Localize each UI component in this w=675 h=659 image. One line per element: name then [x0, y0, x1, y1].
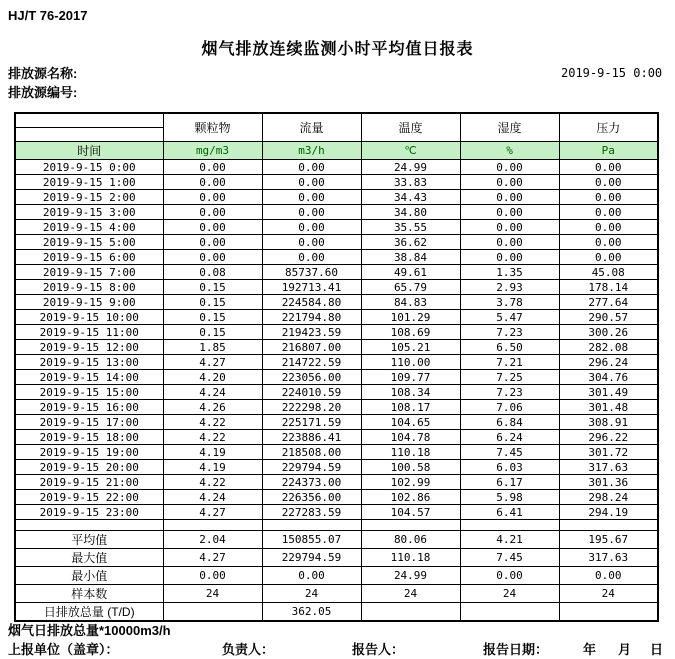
table-cell: 104.78	[361, 430, 460, 445]
table-cell: 308.91	[559, 415, 658, 430]
table-row	[15, 310, 658, 325]
table-cell: 224373.00	[262, 475, 361, 490]
table-row	[15, 355, 658, 370]
table-cell: 6.41	[460, 505, 559, 520]
table-row	[15, 505, 658, 520]
table-cell: 0.00	[460, 250, 559, 265]
table-cell: 105.21	[361, 340, 460, 355]
table-cell: 80.06	[361, 531, 460, 549]
table-cell: 2.04	[163, 531, 262, 549]
table-row	[15, 475, 658, 490]
table-cell: 0.00	[262, 220, 361, 235]
table-cell: 110.18	[361, 549, 460, 567]
table-cell	[460, 520, 559, 531]
table-cell: 229794.59	[262, 549, 361, 567]
table-cell: 35.55	[361, 220, 460, 235]
table-cell	[361, 520, 460, 531]
table-cell: 0.00	[163, 567, 262, 585]
table-cell: 2019-9-15 12:00	[15, 340, 163, 355]
table-cell: 24	[163, 585, 262, 603]
table-cell: 219423.59	[262, 325, 361, 340]
table-row	[15, 220, 658, 235]
table-cell: 0.15	[163, 280, 262, 295]
table-cell: 108.17	[361, 400, 460, 415]
column-header-particulate: 颗粒物	[163, 113, 262, 142]
table-cell	[361, 603, 460, 622]
table-cell: 301.72	[559, 445, 658, 460]
table-cell: 0.00	[163, 220, 262, 235]
table-cell: 49.61	[361, 265, 460, 280]
table-cell: 108.69	[361, 325, 460, 340]
table-cell	[163, 603, 262, 622]
time-column-header: 时间	[15, 142, 163, 160]
table-cell: 290.57	[559, 310, 658, 325]
table-cell: 7.45	[460, 549, 559, 567]
table-cell: 6.17	[460, 475, 559, 490]
table-cell: 0.00	[460, 205, 559, 220]
table-cell: 218508.00	[262, 445, 361, 460]
table-cell: 300.26	[559, 325, 658, 340]
table-cell: 0.00	[559, 175, 658, 190]
table-cell: 0.00	[262, 190, 361, 205]
table-cell: 277.64	[559, 295, 658, 310]
table-row	[15, 385, 658, 400]
table-cell: 0.00	[559, 160, 658, 175]
table-cell: 104.65	[361, 415, 460, 430]
table-cell: 2019-9-15 6:00	[15, 250, 163, 265]
table-cell: 2019-9-15 11:00	[15, 325, 163, 340]
table-row	[15, 490, 658, 505]
table-cell: 0.15	[163, 310, 262, 325]
table-cell: 224584.80	[262, 295, 361, 310]
table-cell: 34.80	[361, 205, 460, 220]
table-cell: 2019-9-15 14:00	[15, 370, 163, 385]
report-date-label: 报告日期：	[483, 642, 549, 657]
table-row	[15, 531, 658, 549]
table-cell: 224010.59	[262, 385, 361, 400]
table-cell: 最小值	[15, 567, 163, 585]
unit-flow: m3/h	[262, 142, 361, 160]
table-cell: 4.24	[163, 385, 262, 400]
blank-corner-cell-bottom	[15, 128, 163, 142]
summary-rows-body	[15, 531, 658, 622]
table-cell: 24	[460, 585, 559, 603]
source-name-label: 排放源名称:	[8, 66, 78, 81]
unit-pressure: Pa	[559, 142, 658, 160]
table-row	[15, 549, 658, 567]
table-cell	[163, 520, 262, 531]
table-cell: 0.00	[163, 190, 262, 205]
table-row	[15, 430, 658, 445]
table-cell: 4.21	[460, 531, 559, 549]
table-cell: 4.27	[163, 505, 262, 520]
table-cell: 4.27	[163, 355, 262, 370]
table-cell: 2019-9-15 16:00	[15, 400, 163, 415]
unit-temperature: ℃	[361, 142, 460, 160]
table-cell: 2019-9-15 1:00	[15, 175, 163, 190]
table-cell: 0.00	[163, 235, 262, 250]
column-header-flow: 流量	[262, 113, 361, 142]
table-row	[15, 190, 658, 205]
table-cell: 2019-9-15 15:00	[15, 385, 163, 400]
blank-corner-cell-top	[15, 113, 163, 128]
source-code-label: 排放源编号:	[8, 85, 78, 100]
table-cell: 0.00	[559, 235, 658, 250]
table-cell: 3.78	[460, 295, 559, 310]
unit-humidity: %	[460, 142, 559, 160]
monitoring-table	[14, 112, 659, 622]
table-cell: 5.98	[460, 490, 559, 505]
table-cell: 296.22	[559, 430, 658, 445]
table-cell: 6.03	[460, 460, 559, 475]
table-cell: 0.15	[163, 295, 262, 310]
table-cell: 178.14	[559, 280, 658, 295]
table-cell: 2019-9-15 8:00	[15, 280, 163, 295]
table-row	[15, 460, 658, 475]
table-cell: 362.05	[262, 603, 361, 622]
table-cell: 0.00	[559, 220, 658, 235]
table-row	[15, 160, 658, 175]
table-cell: 2019-9-15 2:00	[15, 190, 163, 205]
column-header-humidity: 湿度	[460, 113, 559, 142]
table-cell: 0.00	[460, 567, 559, 585]
table-row	[15, 295, 658, 310]
table-cell: 0.00	[460, 190, 559, 205]
table-row	[15, 325, 658, 340]
table-cell: 108.34	[361, 385, 460, 400]
table-cell: 2019-9-15 17:00	[15, 415, 163, 430]
table-row	[15, 340, 658, 355]
table-cell: 日排放总量 (T/D)	[15, 603, 163, 622]
table-cell: 0.00	[262, 235, 361, 250]
table-cell: 227283.59	[262, 505, 361, 520]
table-cell: 294.19	[559, 505, 658, 520]
column-header-temperature: 温度	[361, 113, 460, 142]
table-cell: 4.19	[163, 460, 262, 475]
table-row	[15, 445, 658, 460]
table-row	[15, 585, 658, 603]
table-cell: 109.77	[361, 370, 460, 385]
table-cell: 4.19	[163, 445, 262, 460]
unit-particulate: mg/m3	[163, 142, 262, 160]
table-cell: 2019-9-15 20:00	[15, 460, 163, 475]
table-cell: 192713.41	[262, 280, 361, 295]
table-row	[15, 603, 658, 622]
table-cell: 296.24	[559, 355, 658, 370]
table-cell: 36.62	[361, 235, 460, 250]
table-cell	[15, 520, 163, 531]
table-row	[15, 415, 658, 430]
table-cell: 0.00	[460, 220, 559, 235]
table-cell: 304.76	[559, 370, 658, 385]
table-cell: 24.99	[361, 160, 460, 175]
table-cell: 0.00	[559, 190, 658, 205]
table-cell: 2019-9-15 0:00	[15, 160, 163, 175]
table-cell: 7.45	[460, 445, 559, 460]
column-header-pressure: 压力	[559, 113, 658, 142]
table-cell: 34.43	[361, 190, 460, 205]
table-cell: 110.18	[361, 445, 460, 460]
table-cell: 226356.00	[262, 490, 361, 505]
table-cell: 2019-9-15 10:00	[15, 310, 163, 325]
table-cell: 0.15	[163, 325, 262, 340]
page-title: 烟气排放连续监测小时平均值日报表	[201, 41, 474, 58]
table-cell: 平均值	[15, 531, 163, 549]
table-cell: 样本数	[15, 585, 163, 603]
table-row	[15, 250, 658, 265]
table-cell: 85737.60	[262, 265, 361, 280]
table-cell: 5.47	[460, 310, 559, 325]
table-cell: 301.48	[559, 400, 658, 415]
table-cell: 7.25	[460, 370, 559, 385]
table-cell: 2019-9-15 23:00	[15, 505, 163, 520]
table-cell: 2019-9-15 18:00	[15, 430, 163, 445]
table-cell: 110.00	[361, 355, 460, 370]
table-cell: 104.57	[361, 505, 460, 520]
table-cell: 6.24	[460, 430, 559, 445]
table-header	[15, 113, 658, 160]
standard-code: HJ/T 76-2017	[8, 8, 88, 23]
table-cell: 4.22	[163, 475, 262, 490]
table-cell: 0.00	[262, 250, 361, 265]
table-row	[15, 235, 658, 250]
table-cell: 2019-9-15 4:00	[15, 220, 163, 235]
table-cell: 301.36	[559, 475, 658, 490]
table-cell: 0.08	[163, 265, 262, 280]
table-cell	[559, 520, 658, 531]
table-cell: 7.23	[460, 385, 559, 400]
table-cell: 6.84	[460, 415, 559, 430]
table-cell: 4.22	[163, 430, 262, 445]
report-datetime: 2019-9-15 0:00	[561, 66, 663, 80]
table-cell: 301.49	[559, 385, 658, 400]
table-cell: 102.86	[361, 490, 460, 505]
table-cell: 1.35	[460, 265, 559, 280]
table-cell: 317.63	[559, 549, 658, 567]
table-cell: 4.26	[163, 400, 262, 415]
table-cell: 4.27	[163, 549, 262, 567]
table-cell: 102.99	[361, 475, 460, 490]
hour-rows-body	[15, 160, 658, 520]
table-cell: 2.93	[460, 280, 559, 295]
table-cell: 0.00	[559, 250, 658, 265]
table-cell: 2019-9-15 19:00	[15, 445, 163, 460]
table-row	[15, 280, 658, 295]
table-cell: 7.23	[460, 325, 559, 340]
table-cell: 0.00	[262, 567, 361, 585]
table-cell: 195.67	[559, 531, 658, 549]
table-cell: 0.00	[163, 250, 262, 265]
table-cell: 4.24	[163, 490, 262, 505]
table-cell: 2019-9-15 5:00	[15, 235, 163, 250]
spacer-row	[15, 520, 658, 531]
table-cell: 45.08	[559, 265, 658, 280]
table-cell: 0.00	[163, 160, 262, 175]
table-cell: 6.50	[460, 340, 559, 355]
table-row	[15, 370, 658, 385]
table-cell: 2019-9-15 7:00	[15, 265, 163, 280]
spacer-body	[15, 520, 658, 531]
table-cell: 216807.00	[262, 340, 361, 355]
table-cell: 7.21	[460, 355, 559, 370]
table-cell: 2019-9-15 3:00	[15, 205, 163, 220]
year-label: 年	[583, 642, 597, 657]
table-cell: 100.58	[361, 460, 460, 475]
table-cell: 2019-9-15 13:00	[15, 355, 163, 370]
table-cell: 33.83	[361, 175, 460, 190]
table-row	[15, 175, 658, 190]
units-row	[15, 142, 658, 160]
table-cell: 229794.59	[262, 460, 361, 475]
table-cell: 最大值	[15, 549, 163, 567]
table-cell: 0.00	[262, 160, 361, 175]
table-cell: 24	[559, 585, 658, 603]
table-cell: 221794.80	[262, 310, 361, 325]
table-cell: 0.00	[262, 175, 361, 190]
table-cell: 84.83	[361, 295, 460, 310]
table-cell: 0.00	[559, 567, 658, 585]
table-cell	[262, 520, 361, 531]
report-unit-label: 上报单位（盖章）：	[8, 642, 119, 657]
table-cell: 7.06	[460, 400, 559, 415]
responsible-person-label: 负责人：	[222, 642, 275, 657]
table-row	[15, 567, 658, 585]
table-cell	[460, 603, 559, 622]
table-cell: 225171.59	[262, 415, 361, 430]
table-cell: 0.00	[163, 205, 262, 220]
table-cell: 0.00	[559, 205, 658, 220]
table-cell: 2019-9-15 22:00	[15, 490, 163, 505]
table-cell: 4.20	[163, 370, 262, 385]
table-cell: 0.00	[163, 175, 262, 190]
table-cell: 101.29	[361, 310, 460, 325]
table-cell: 214722.59	[262, 355, 361, 370]
table-cell: 0.00	[262, 205, 361, 220]
table-cell: 0.00	[460, 175, 559, 190]
table-cell: 223056.00	[262, 370, 361, 385]
table-cell: 222298.20	[262, 400, 361, 415]
reporter-label: 报告人：	[352, 642, 405, 657]
table-cell: 282.08	[559, 340, 658, 355]
table-row	[15, 400, 658, 415]
table-cell: 150855.07	[262, 531, 361, 549]
table-cell: 298.24	[559, 490, 658, 505]
month-label: 月	[618, 642, 632, 657]
table-cell: 0.00	[460, 160, 559, 175]
day-label: 日	[650, 642, 664, 657]
table-cell: 2019-9-15 9:00	[15, 295, 163, 310]
header-row-top	[15, 113, 658, 128]
table-cell: 223886.41	[262, 430, 361, 445]
table-cell: 0.00	[460, 235, 559, 250]
table-row	[15, 205, 658, 220]
table-cell: 38.84	[361, 250, 460, 265]
table-cell: 65.79	[361, 280, 460, 295]
table-cell: 317.63	[559, 460, 658, 475]
table-cell: 2019-9-15 21:00	[15, 475, 163, 490]
table-row	[15, 265, 658, 280]
table-cell	[559, 603, 658, 622]
total-emission-note: 烟气日排放总量*10000m3/h	[8, 623, 171, 638]
table-cell: 24	[361, 585, 460, 603]
table-cell: 1.85	[163, 340, 262, 355]
table-cell: 24.99	[361, 567, 460, 585]
table-cell: 4.22	[163, 415, 262, 430]
table-cell: 24	[262, 585, 361, 603]
